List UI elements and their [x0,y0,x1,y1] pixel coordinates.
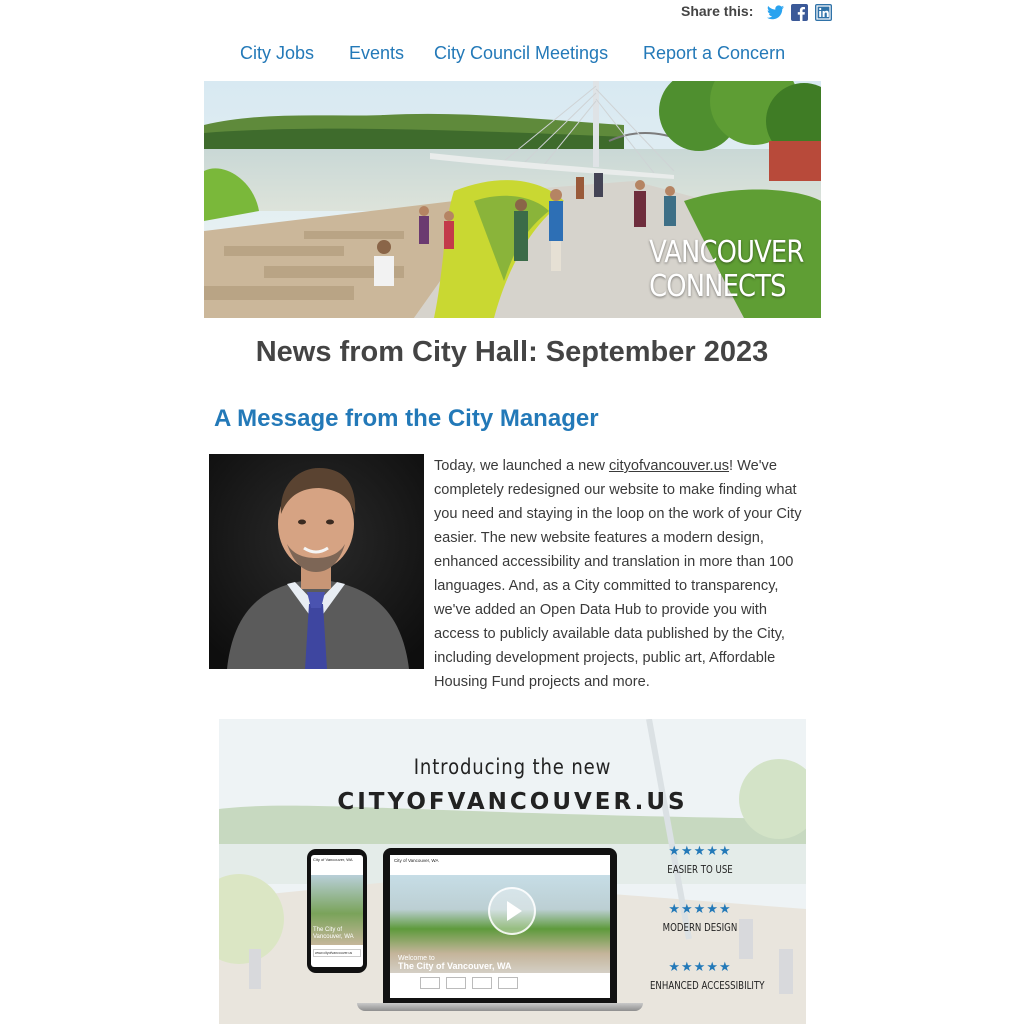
feature-easier-to-use [639,843,761,876]
page-title: News from City Hall: September 2023 [255,336,769,368]
laptop-hero [390,875,610,973]
facebook-icon[interactable] [791,4,808,21]
promo-intro: Introducing the new [413,755,612,779]
promo-domain: CITYOFVANCOUVER.US [337,789,688,815]
laptop-header: City of Vancouver, WA [394,858,439,863]
website-promo-banner[interactable] [219,719,806,1024]
stars-icon: ★★★★★ [668,959,732,974]
hero-banner [204,81,821,318]
phone-hero-text: The City of Vancouver, WA [313,927,354,940]
laptop-hero-text: The City of Vancouver, WA [398,961,512,971]
stars-icon: ★★★★★ [668,901,732,916]
website-link[interactable]: cityofvancouver.us [608,458,730,474]
phone-url-bar: www.cityofvancouver.us [313,949,361,957]
laptop-base [357,1003,643,1011]
phone-hero [311,875,363,945]
laptop-welcome: Welcome to [398,955,435,962]
hero-brand-line2: CONNECTS [648,269,786,304]
article-body [434,454,809,694]
play-icon[interactable] [488,887,536,935]
city-manager-portrait [209,454,424,669]
nav-events[interactable]: Events [349,43,405,63]
feature-label: EASIER TO USE [667,864,733,876]
stars-icon: ★★★★★ [668,843,732,858]
hero-brand-logo [649,236,803,304]
feature-enhanced-accessibility [639,959,765,992]
phone-header: City of Vancouver, WA [313,857,353,862]
feature-label: ENHANCED ACCESSIBILITY [649,980,765,992]
feature-modern-design [639,901,761,934]
article-text: ! We've completely redesigned our website to make finding what you need and staying in the loop on the work of your City easier. The new website features a modern design, enhanced accessibility and translation in more than 100 languages. And, as a City committed to transparency, we've added an Open Data Hub to provide you with access to publicly available data published by the City, including development projects, public art, Affordable Housing Fund projects and more. [434,458,802,690]
nav-city-jobs[interactable]: City Jobs [240,43,315,63]
laptop-mockup [383,848,617,1003]
article-intro: Today, we launched a new [434,458,609,474]
hero-brand-line1: VANCOUVER [648,235,803,270]
phone-screen [311,855,363,967]
nav-report-a-concern[interactable]: Report a Concern [643,43,786,63]
feature-label: MODERN DESIGN [662,922,738,934]
laptop-screen [390,855,610,998]
linkedin-icon[interactable] [815,4,832,21]
nav-city-council-meetings[interactable]: City Council Meetings [434,43,609,63]
laptop-quick-links [390,973,610,993]
twitter-icon[interactable] [767,4,784,21]
share-label: Share this: [681,3,754,19]
phone-mockup [307,849,367,973]
section-title: A Message from the City Manager [214,405,599,432]
